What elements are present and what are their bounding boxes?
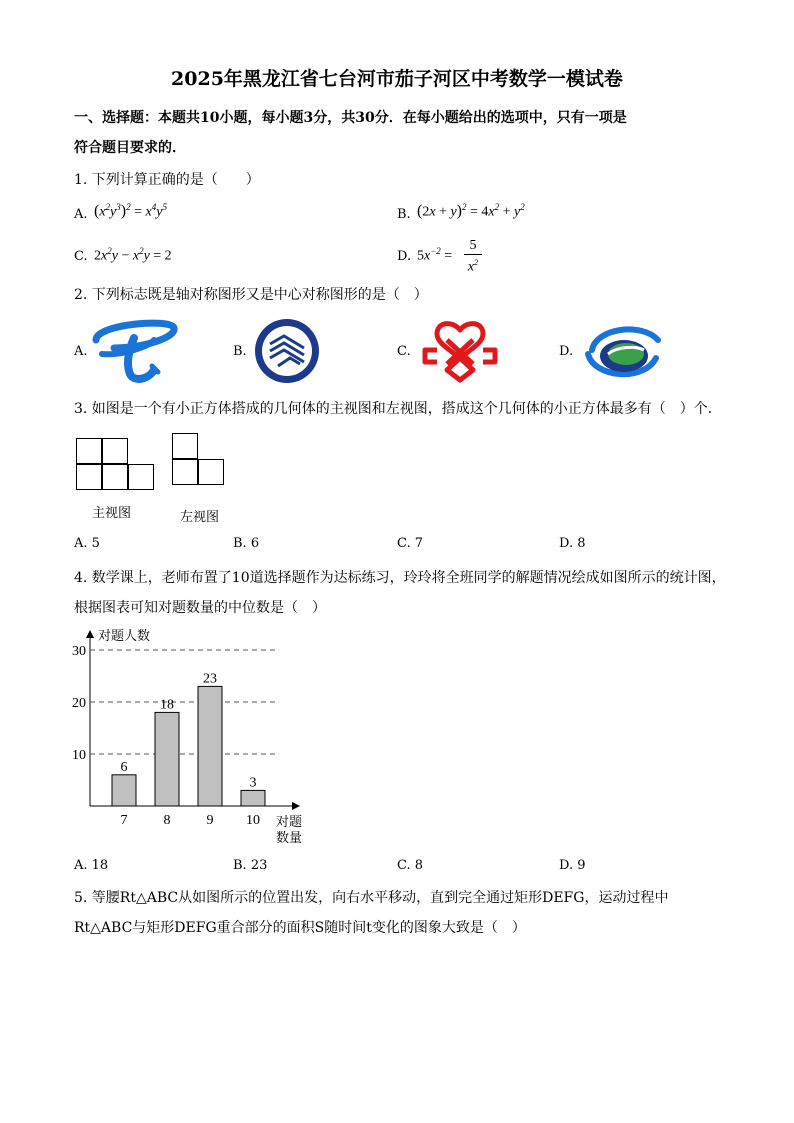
q4-option-d: D. 9 — [559, 858, 586, 873]
china-telecom-logo — [92, 318, 178, 384]
q2-option-d-label: D. — [559, 344, 574, 359]
y-axis-label: 对题人数 — [98, 628, 151, 643]
q2-stem: 2. 下列标志既是轴对称图形又是中心对称图形的是（ ） — [74, 287, 428, 303]
q4-stem-line1: 4. 数学课上，老师布置了10道选择题作为达标练习，玲玲将全班同学的解题情况绘成如图所示的统计图， — [74, 570, 726, 586]
y-tick-label: 20 — [72, 696, 86, 711]
bar-value-label: 18 — [160, 697, 174, 713]
q1-option-b-label: B. — [397, 207, 411, 222]
y-axis-arrow — [86, 630, 94, 638]
q3-stem: 3. 如图是一个有小正方体搭成的几何体的主视图和左视图，搭成这个几何体的小正方体最多有（ ）个． — [74, 401, 722, 417]
front-view-square — [128, 464, 154, 490]
front-view-caption: 主视图 — [92, 506, 132, 521]
left-view-figure — [172, 433, 228, 489]
bar-chart — [60, 624, 320, 854]
q1-option-d-label: D. — [397, 249, 412, 264]
q3-option-c: C. 7 — [397, 536, 424, 551]
q2-option-a-label: A. — [74, 344, 88, 359]
q5-stem-line1: 5. 等腰Rt△ABC从如图所示的位置出发，向右水平移动，直到完全通过矩形DEFG，运动过程中 — [74, 890, 669, 906]
x-tick-label: 10 — [246, 813, 260, 828]
x-tick-label: 8 — [163, 813, 171, 828]
page-title: 2025年黑龙江省七台河市茄子河区中考数学一模试卷 — [171, 68, 623, 90]
q1-option-b-formula: $(2x + y)^2 = 4x^2 + y^2$ — [417, 202, 525, 220]
q3-option-a: A. 5 — [74, 536, 100, 551]
eye-logo — [582, 320, 662, 384]
x-tick-label: 7 — [120, 813, 128, 828]
x-axis-arrow — [292, 802, 300, 810]
q1-option-d-formula: $5x^{-2}$ = — [417, 246, 453, 264]
left-view-square — [198, 459, 224, 485]
q3-option-d: D. 8 — [559, 536, 586, 551]
q1-option-a-formula: $(x^2y^3)^2 = x^4y^5$ — [94, 202, 167, 220]
front-view-square — [76, 464, 102, 490]
bar-value-label: 6 — [120, 759, 128, 775]
china-mobile-logo — [254, 318, 320, 384]
front-view-square — [102, 464, 128, 490]
q1-option-c-label: C. — [74, 249, 88, 264]
bar-7 — [112, 775, 136, 806]
left-view-square — [172, 459, 198, 485]
q1-option-a-label: A. — [74, 207, 88, 222]
q4-option-c: C. 8 — [397, 858, 424, 873]
left-view-square — [172, 433, 198, 459]
q2-option-b-label: B. — [233, 344, 247, 359]
q5-stem-line2: Rt△ABC与矩形DEFG重合部分的面积S随时间t变化的图象大致是（ ） — [74, 920, 526, 936]
q4-option-b: B. 23 — [233, 858, 268, 873]
q2-option-c-label: C. — [397, 344, 411, 359]
china-unicom-logo — [417, 318, 503, 384]
x-axis-label-line2: 数量 — [276, 830, 303, 845]
q1-stem: 1. 下列计算正确的是（ ） — [74, 172, 260, 188]
y-tick-label: 10 — [72, 748, 86, 763]
front-view-figure — [76, 438, 158, 492]
q1-option-c-formula: $2x^2y - x^2y = 2$ — [94, 246, 172, 264]
bar-9 — [198, 686, 222, 806]
x-axis-label-line1: 对题 — [276, 814, 303, 829]
left-view-caption: 左视图 — [180, 510, 220, 525]
bar-10 — [241, 790, 265, 806]
q4-stem-line2: 根据图表可知对题数量的中位数是（ ） — [74, 600, 326, 616]
q3-option-b: B. 6 — [233, 536, 260, 551]
section-heading-line2: 符合题目要求的． — [74, 140, 186, 156]
front-view-square — [102, 438, 128, 464]
x-tick-label: 9 — [206, 813, 214, 828]
section-heading-line1: 一、选择题：本题共10小题，每小题3分，共30分．在每小题给出的选项中，只有一项是 — [74, 110, 627, 126]
y-tick-label: 30 — [72, 644, 86, 659]
bar-8 — [155, 712, 179, 806]
bar-value-label: 3 — [249, 775, 257, 791]
q4-option-a: A. 18 — [74, 858, 109, 873]
bar-value-label: 23 — [203, 671, 217, 687]
front-view-square — [76, 438, 102, 464]
q1-option-d-fraction: 5 $x^2$ — [464, 238, 482, 276]
